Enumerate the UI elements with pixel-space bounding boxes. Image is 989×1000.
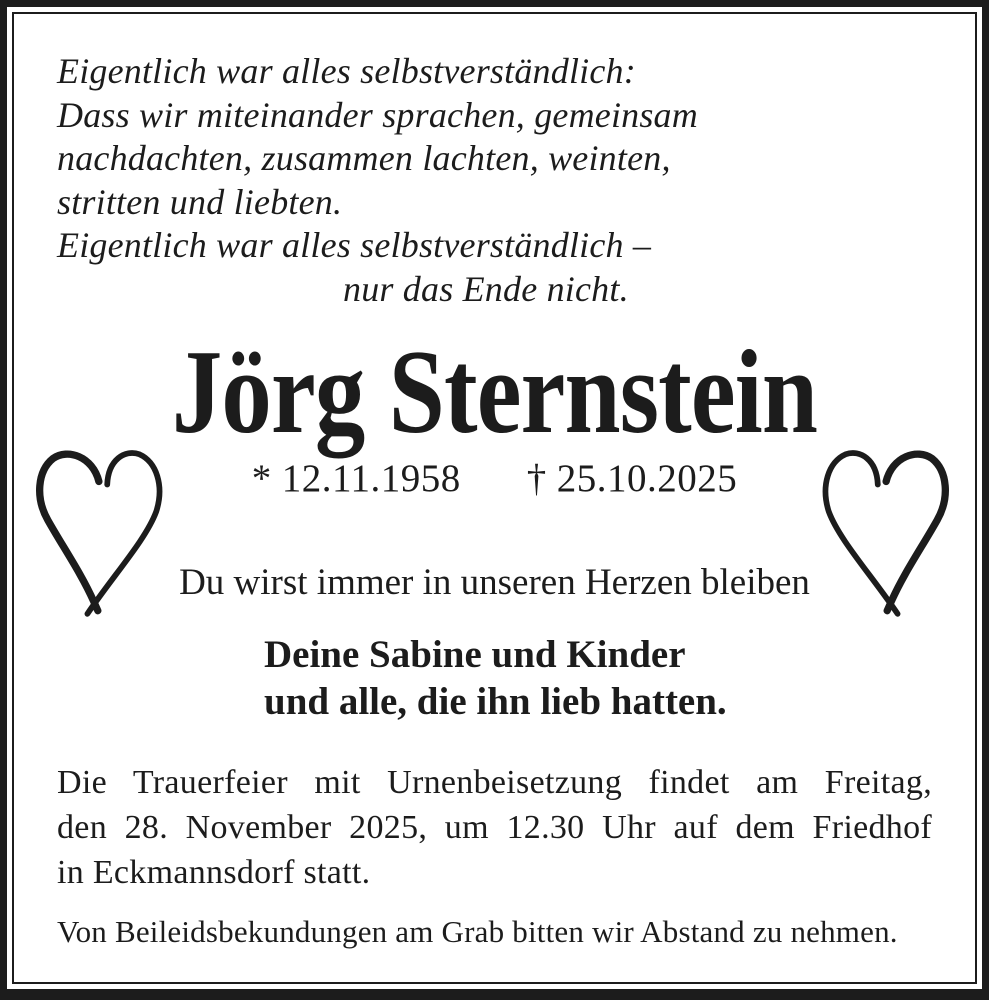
tribute-line: Du wirst immer in unseren Herzen bleiben — [179, 562, 810, 603]
family-line: und alle, die ihn lieb hatten. — [264, 680, 727, 723]
family-line: Deine Sabine und Kinder — [264, 633, 686, 676]
birth-date-value: 12.11.1958 — [281, 457, 461, 500]
funeral-line: den 28. November 2025, um 12.30 Uhr auf dem Friedhof — [57, 809, 932, 846]
poem-line: Eigentlich war alles selbstverständlich – — [57, 225, 652, 265]
condolence-note: Von Beileidsbekundungen am Grab bitten wir Abstand zu nehmen. — [57, 914, 898, 949]
death-date-value: 25.10.2025 — [556, 457, 738, 500]
poem-line: stritten und liebten. — [57, 181, 343, 222]
funeral-line: in Eckmannsdorf statt. — [57, 854, 371, 891]
poem-line: nachdachten, zusammen lachten, weinten, — [57, 138, 671, 178]
poem-line: nur das Ende nicht. — [343, 268, 629, 309]
birth-date — [252, 456, 461, 502]
death-cross-symbol: † — [526, 457, 547, 500]
deceased-name: Jörg Sternstein — [171, 325, 818, 458]
death-date — [527, 456, 738, 502]
poem-line: Dass wir miteinander sprachen, gemeinsam — [57, 94, 698, 135]
birth-star-symbol: * — [251, 457, 272, 500]
funeral-information — [57, 760, 932, 895]
opening-poem — [57, 50, 817, 311]
funeral-line: Die Trauerfeier mit Urnenbeisetzung findet am Freitag, — [57, 764, 932, 801]
poem-line: Eigentlich war alles selbstverständlich: — [57, 51, 636, 91]
family-signature — [264, 631, 727, 725]
